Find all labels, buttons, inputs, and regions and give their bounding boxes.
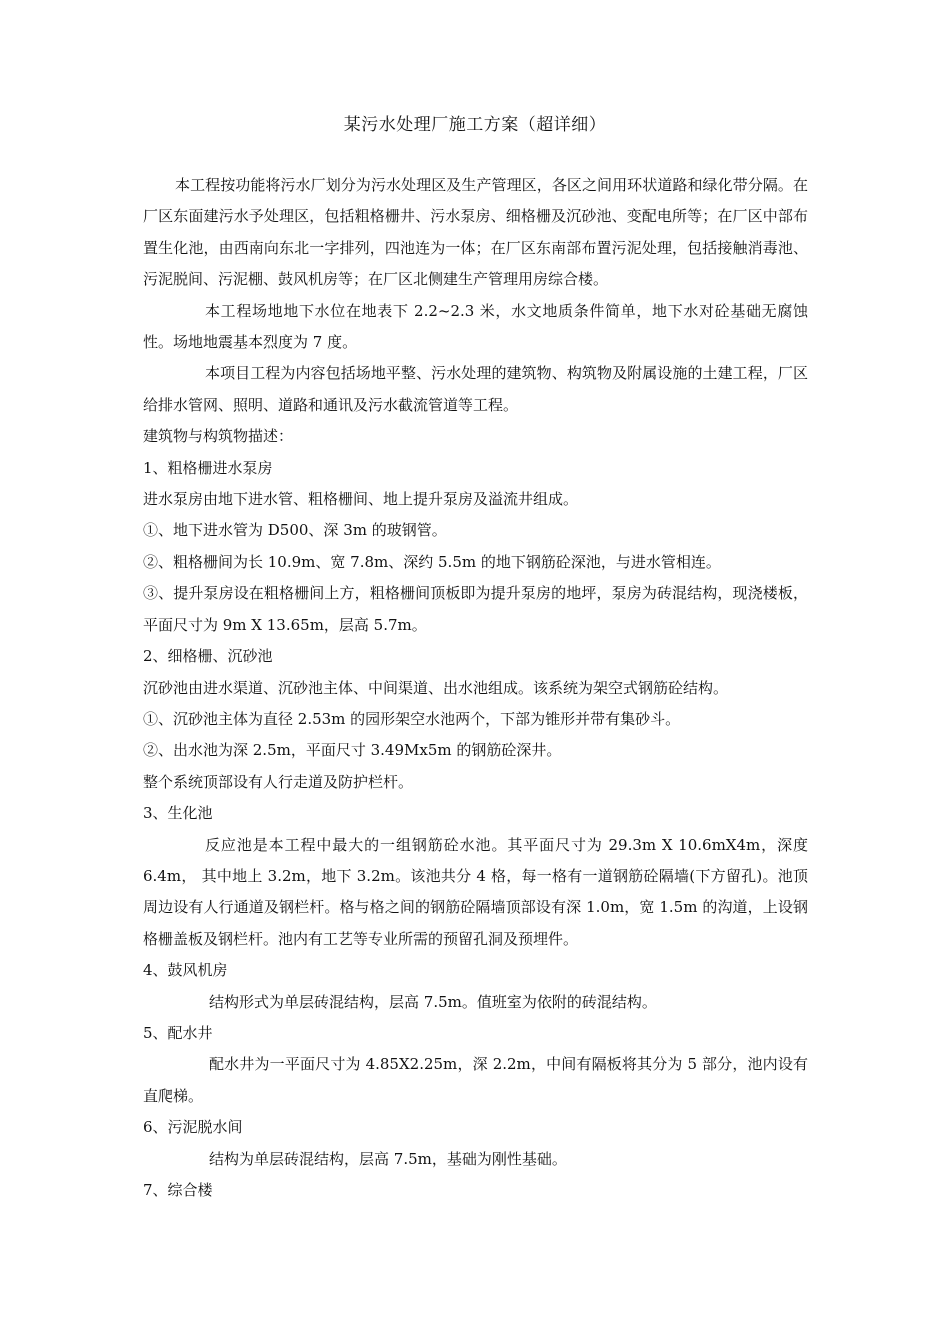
- paragraph-walkway: 整个系统顶部设有人行走道及防护栏杆。: [143, 772, 414, 791]
- section-heading-2: 2、细格栅、沉砂池: [143, 647, 273, 666]
- section-heading-6: 6、污泥脱水间: [143, 1118, 243, 1137]
- paragraph-structures-heading: 建筑物与构筑物描述：: [143, 427, 294, 446]
- list-item-2-1: ①、沉砂池主体为直径 2.53m 的园形架空水池两个，下部为锥形并带有集砂斗。: [143, 709, 681, 728]
- list-item-1-2: ②、粗格栅间为长 10.9m、宽 7.8m、深约 5.5m 的地下钢筋砼深池，与进水管相连。: [143, 552, 721, 571]
- paragraph-blower-room: 结构形式为单层砖混结构，层高 7.5m。值班室为依附的砖混结构。: [209, 992, 657, 1011]
- list-item-1-3: ③、提升泵房设在粗格栅间上方，粗格栅间顶板即为提升泵房的地坪，泵房为砖混结构，现浇楼板，平面尺寸为 9m X 13.65m，层高 5.7m。: [143, 584, 808, 634]
- document-title: 某污水处理厂施工方案（超详细）: [343, 115, 607, 135]
- paragraph-scope: 本项目工程为内容包括场地平整、污水处理的建筑物、构筑物及附属设施的土建工程，厂区给排水管网、照明、道路和通讯及污水截流管道等工程。: [143, 364, 808, 414]
- list-item-2-2: ②、出水池为深 2.5m，平面尺寸 3.49Mx5m 的钢筋砼深井。: [143, 741, 562, 760]
- paragraph-groundwater: 本工程场地地下水位在地表下 2.2~2.3 米，水文地质条件简单，地下水对砼基础无腐蚀性。场地地震基本烈度为 7 度。: [143, 301, 808, 352]
- section-heading-7: 7、综合楼: [143, 1181, 213, 1199]
- paragraph-bio-tank: 反应池是本工程中最大的一组钢筋砼水池。其平面尺寸为 29.3m X 10.6mX4m，深度 6.4m， 其中地上 3.2m，地下 3.2m。该池共分 4 格，每一格有一道钢筋砼隔墙(下方留孔)。池顶周边设有人行通道及钢栏杆。格与格之间的钢筋砼隔墙顶部设有深 1.0m，宽 1.5m 的沟道，上设钢格栅盖板及钢栏杆。池内有工艺等专业所需的预留孔洞及预埋件。: [143, 835, 808, 948]
- document-body: [143, 170, 808, 1206]
- paragraph-pump-house: 进水泵房由地下进水管、粗格栅间、地上提升泵房及溢流井组成。: [143, 490, 579, 509]
- paragraph-grit-chamber: 沉砂池由进水渠道、沉砂池主体、中间渠道、出水池组成。该系统为架空式钢筋砼结构。: [143, 678, 729, 697]
- paragraph-distribution-well: 配水井为一平面尺寸为 4.85X2.25m，深 2.2m，中间有隔板将其分为 5 部分，池内设有直爬梯。: [143, 1055, 808, 1105]
- paragraph-overview: 本工程按功能将污水厂划分为污水处理区及生产管理区，各区之间用环状道路和绿化带分隔。在厂区东面建污水予处理区，包括粗格栅井、污水泵房、细格栅及沉砂池、变配电所等；在厂区中部布置生化池，由西南向东北一字排列，四池连为一体；在厂区东南部布置污泥处理，包括接触消毒池、污泥脱间、污泥棚、鼓风机房等；在厂区北侧建生产管理用房综合楼。: [143, 176, 808, 289]
- section-heading-5: 5、配水井: [143, 1023, 213, 1042]
- section-heading-3: 3、生化池: [143, 804, 213, 823]
- section-heading-4: 4、鼓风机房: [143, 961, 228, 980]
- list-item-1-1: ①、地下进水管为 D500、深 3m 的玻钢管。: [143, 521, 447, 540]
- section-heading-1: 1、粗格栅进水泵房: [143, 458, 273, 477]
- paragraph-dewatering-room: 结构为单层砖混结构，层高 7.5m，基础为刚性基础。: [209, 1149, 567, 1168]
